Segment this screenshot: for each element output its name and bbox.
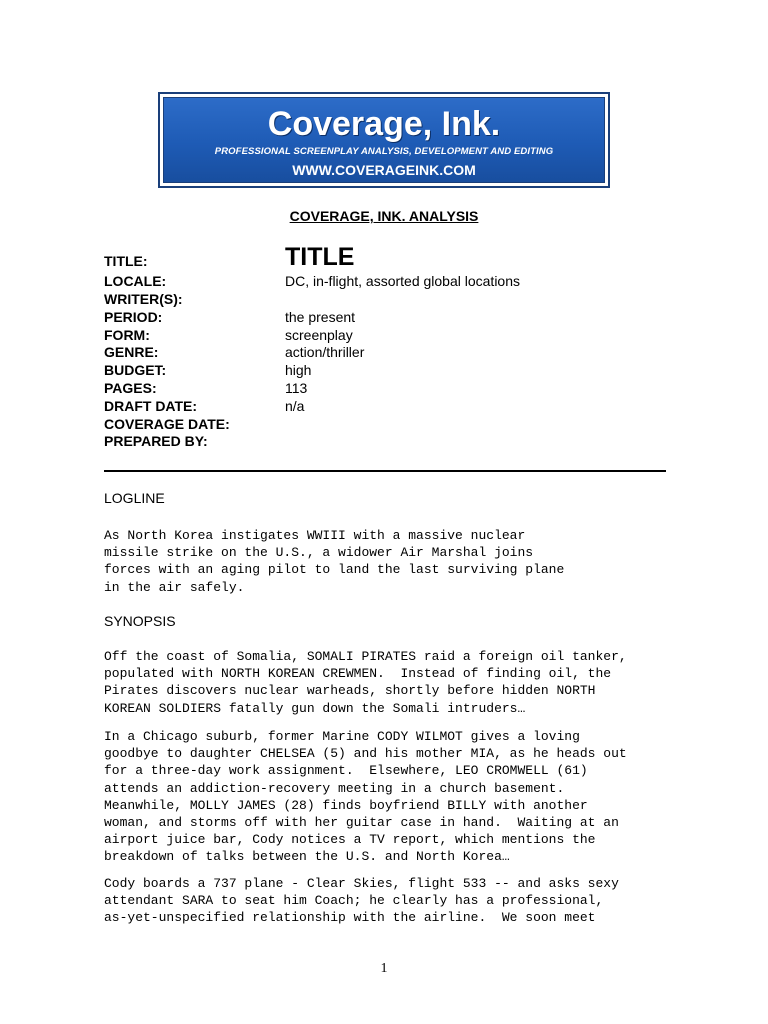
genre-label: GENRE: (104, 344, 159, 360)
pages-label: PAGES: (104, 380, 157, 396)
locale-value: DC, in-flight, assorted global locations (285, 273, 521, 289)
synopsis-line: breakdown of talks between the U.S. and North Korea… (104, 849, 510, 865)
analysis-heading: COVERAGE, INK. ANALYSIS (289, 208, 479, 224)
logline-line: missile strike on the U.S., a widower Air Marshal joins (104, 545, 534, 561)
synopsis-line: attends an addiction-recovery meeting in a church basement. (104, 780, 565, 796)
genre-value: action/thriller (285, 344, 365, 360)
title-value: TITLE (285, 243, 355, 271)
synopsis-line: attendant SARA to seat him Coach; he clearly has a professional, (104, 893, 604, 909)
synopsis-line: goodbye to daughter CHELSEA (5) and his mother MIA, as he heads out (104, 746, 627, 762)
budget-value: high (285, 362, 312, 378)
synopsis-paragraph-3 (104, 875, 619, 927)
synopsis-line: for a three-day work assignment. Elsewhere, LEO CROMWELL (61) (104, 763, 588, 779)
synopsis-line: Pirates discovers nuclear warheads, shortly before hidden NORTH (104, 683, 596, 699)
form-label: FORM: (104, 327, 150, 343)
synopsis-line: Off the coast of Somalia, SOMALI PIRATES raid a foreign oil tanker, (104, 649, 627, 664)
brand-url: WWW.COVERAGEINK.COM (292, 162, 476, 178)
logline-heading: LOGLINE (104, 490, 165, 506)
title-label: TITLE: (104, 253, 148, 269)
synopsis-line: woman, and storms off with her guitar case in hand. Waiting at an (104, 815, 619, 831)
logline-line: in the air safely. (104, 579, 245, 595)
form-value: screenplay (285, 327, 353, 343)
draft-date-label: DRAFT DATE: (104, 398, 198, 414)
prepared-by-label: PREPARED BY: (104, 433, 208, 449)
synopsis-line: KOREAN SOLDIERS fatally gun down the Somali intruders… (104, 700, 526, 716)
synopsis-paragraph-1 (104, 648, 627, 717)
writers-label: WRITER(S): (104, 291, 183, 307)
draft-date-value: n/a (285, 398, 305, 414)
synopsis-line: Cody boards a 737 plane - Clear Skies, flight 533 -- and asks sexy (104, 876, 619, 891)
budget-label: BUDGET: (104, 362, 167, 378)
coverage-ink-banner (158, 92, 610, 188)
locale-label: LOCALE: (104, 273, 167, 289)
logline-line: As North Korea instigates WWIII with a massive nuclear (104, 528, 526, 543)
logline-text (104, 527, 564, 596)
page-number: 1 (380, 961, 388, 976)
synopsis-line: as-yet-unspecified relationship with the airline. We soon meet (104, 910, 596, 926)
synopsis-paragraph-2 (104, 728, 627, 866)
banner-panel (163, 97, 605, 183)
section-divider (104, 470, 666, 472)
logline-line: forces with an aging pilot to land the last surviving plane (104, 562, 565, 578)
synopsis-line: populated with NORTH KOREAN CREWMEN. Instead of finding oil, the (104, 666, 612, 682)
brand-tagline: PROFESSIONAL SCREENPLAY ANALYSIS, DEVELOPMENT AND EDITING (214, 146, 554, 157)
synopsis-heading: SYNOPSIS (104, 613, 176, 629)
synopsis-line: airport juice bar, Cody notices a TV report, which mentions the (104, 832, 596, 848)
period-value: the present (285, 309, 356, 325)
coverage-date-label: COVERAGE DATE: (104, 416, 230, 432)
brand-name: Coverage, Ink. (267, 105, 501, 143)
pages-value: 113 (285, 380, 308, 396)
synopsis-line: Meanwhile, MOLLY JAMES (28) finds boyfriend BILLY with another (104, 797, 588, 813)
period-label: PERIOD: (104, 309, 163, 325)
synopsis-line: In a Chicago suburb, former Marine CODY WILMOT gives a loving (104, 729, 580, 744)
